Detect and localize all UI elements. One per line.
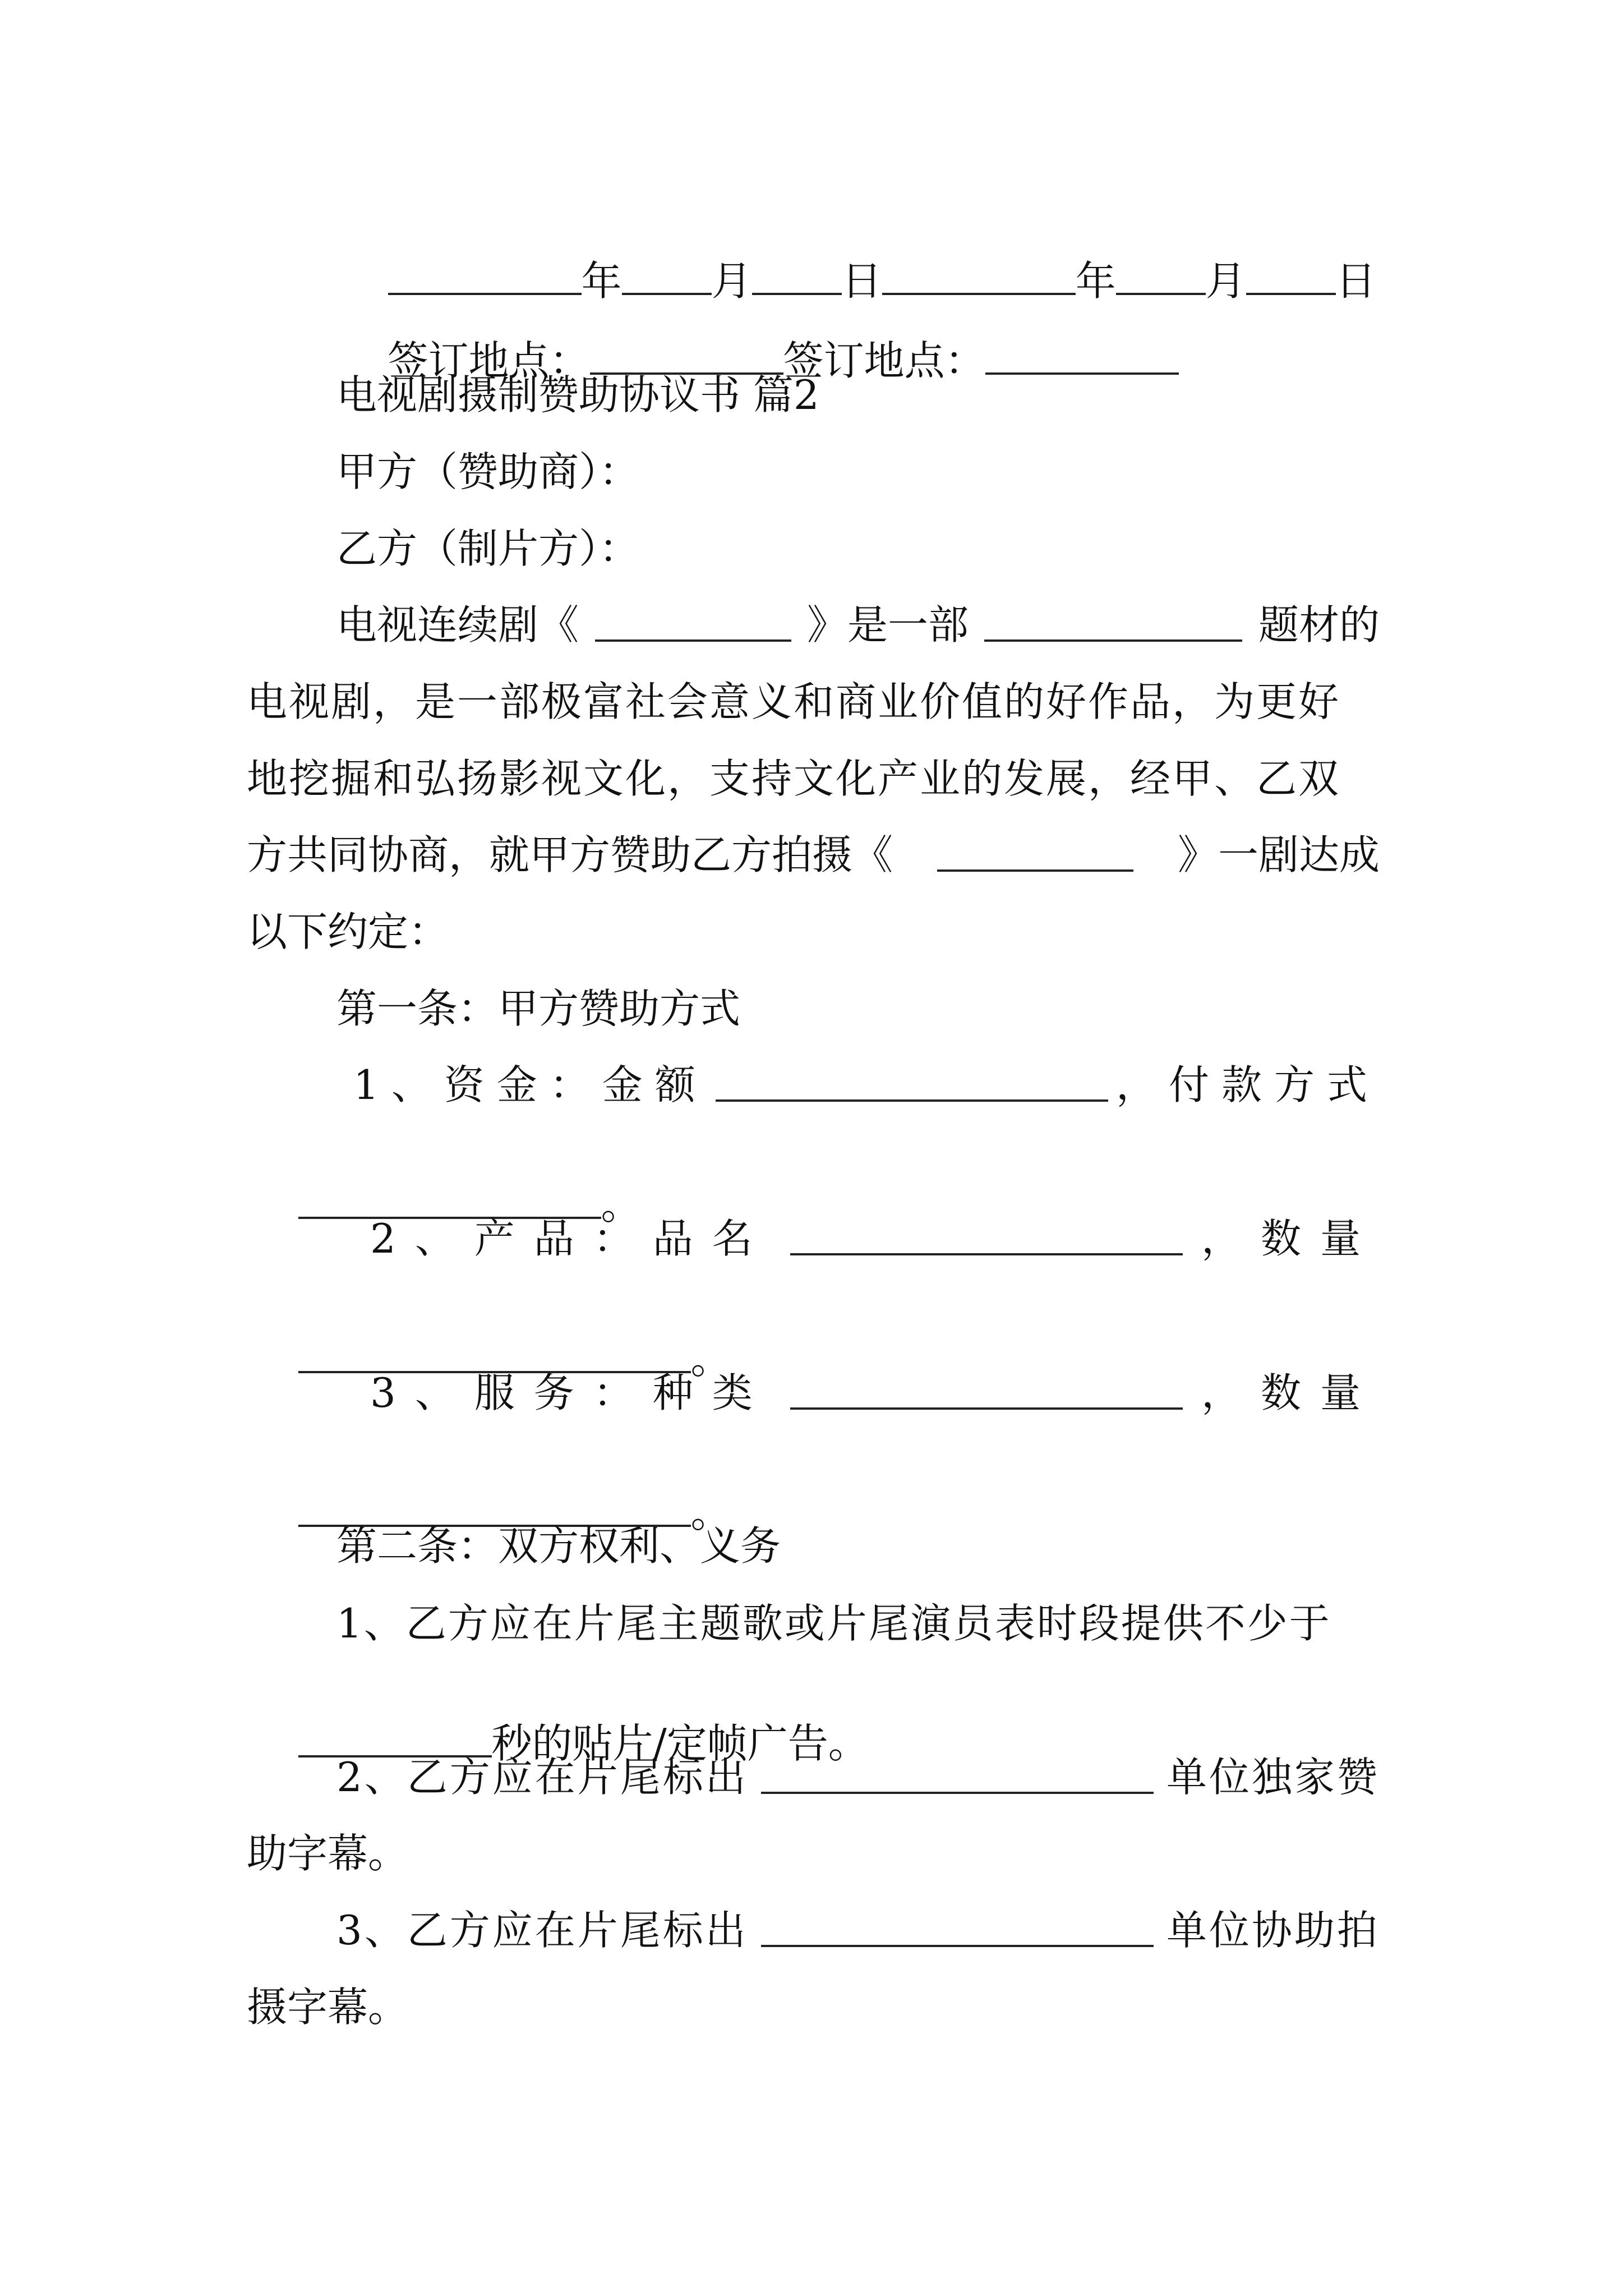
art1-item-3: 3、服务：种类 ，数量 xyxy=(370,1369,1380,1416)
blank-field[interactable] xyxy=(298,1490,691,1527)
blank-field[interactable] xyxy=(595,605,791,642)
intro-line-1: 电视连续剧《 》是一部 题材的 xyxy=(336,601,1380,648)
sign-place-label: 签订地点： xyxy=(783,337,985,384)
blank-field[interactable] xyxy=(752,258,842,295)
art1-item-2-cont: 。 xyxy=(247,1296,731,1420)
blank-field[interactable] xyxy=(882,258,1076,295)
month-label: 月 xyxy=(711,257,752,305)
art1-item-1-cont: 。 xyxy=(247,1142,642,1266)
party-b: 乙方（制片方）： xyxy=(336,525,640,572)
art1-item-2: 2、产品：品名 ，数量 xyxy=(370,1215,1380,1262)
blank-field[interactable] xyxy=(590,338,783,375)
blank-field[interactable] xyxy=(388,258,582,295)
sign-place-label: 签订地点： xyxy=(388,337,590,384)
art1-item-3-cont: 。 xyxy=(247,1450,731,1573)
intro-line-3: 地挖掘和弘扬影视文化，支持文化产业的发展，经甲、乙双 xyxy=(247,755,1341,802)
blank-field[interactable] xyxy=(790,1373,1183,1410)
art2-item-2-cont: 助字幕。 xyxy=(247,1830,409,1877)
article-2-heading: 第二条：双方权利、义务 xyxy=(336,1522,781,1570)
blank-field[interactable] xyxy=(1246,258,1336,295)
art2-item-3-cont: 摄字幕。 xyxy=(247,1984,409,2031)
blank-field[interactable] xyxy=(298,1336,691,1373)
intro-line-2: 电视剧，是一部极富社会意义和商业价值的好作品，为更好 xyxy=(247,678,1341,725)
blank-field[interactable] xyxy=(761,1910,1154,1947)
intro-line-5: 以下约定： xyxy=(247,908,449,955)
blank-field[interactable] xyxy=(716,1065,1108,1102)
art2-item-3: 3、乙方应在片尾标出 单位协助拍 xyxy=(336,1907,1380,1954)
year-label: 年 xyxy=(581,257,622,305)
blank-field[interactable] xyxy=(298,1182,601,1219)
document-title: 电视剧摄制赞助协议书 篇2 xyxy=(336,371,819,418)
art2-item-1: 1、乙方应在片尾主题歌或片尾演员表时段提供不少于 xyxy=(336,1600,1331,1647)
blank-field[interactable] xyxy=(761,1757,1154,1794)
blank-field[interactable] xyxy=(298,1720,492,1757)
art2-item-1-cont: 秒的贴片/定帧广告。 xyxy=(247,1680,869,1804)
day-label: 日 xyxy=(841,257,882,305)
blank-field[interactable] xyxy=(937,835,1133,872)
blank-field[interactable] xyxy=(1116,258,1206,295)
blank-field[interactable] xyxy=(622,258,712,295)
month-label: 月 xyxy=(1205,257,1246,305)
day-label: 日 xyxy=(1335,257,1376,305)
art1-item-1: 1、资金：金额 ，付款方式 xyxy=(353,1061,1380,1108)
blank-field[interactable] xyxy=(985,338,1179,375)
party-a: 甲方（赞助商）： xyxy=(336,448,640,495)
blank-field[interactable] xyxy=(790,1218,1183,1255)
blank-field[interactable] xyxy=(984,605,1242,642)
art2-item-2: 2、乙方应在片尾标出 单位独家赞 xyxy=(336,1754,1380,1801)
year-label: 年 xyxy=(1075,257,1116,305)
intro-line-4: 方共同协商，就甲方赞助乙方拍摄《 》一剧达成 xyxy=(247,831,1380,878)
article-1-heading: 第一条：甲方赞助方式 xyxy=(336,985,741,1032)
